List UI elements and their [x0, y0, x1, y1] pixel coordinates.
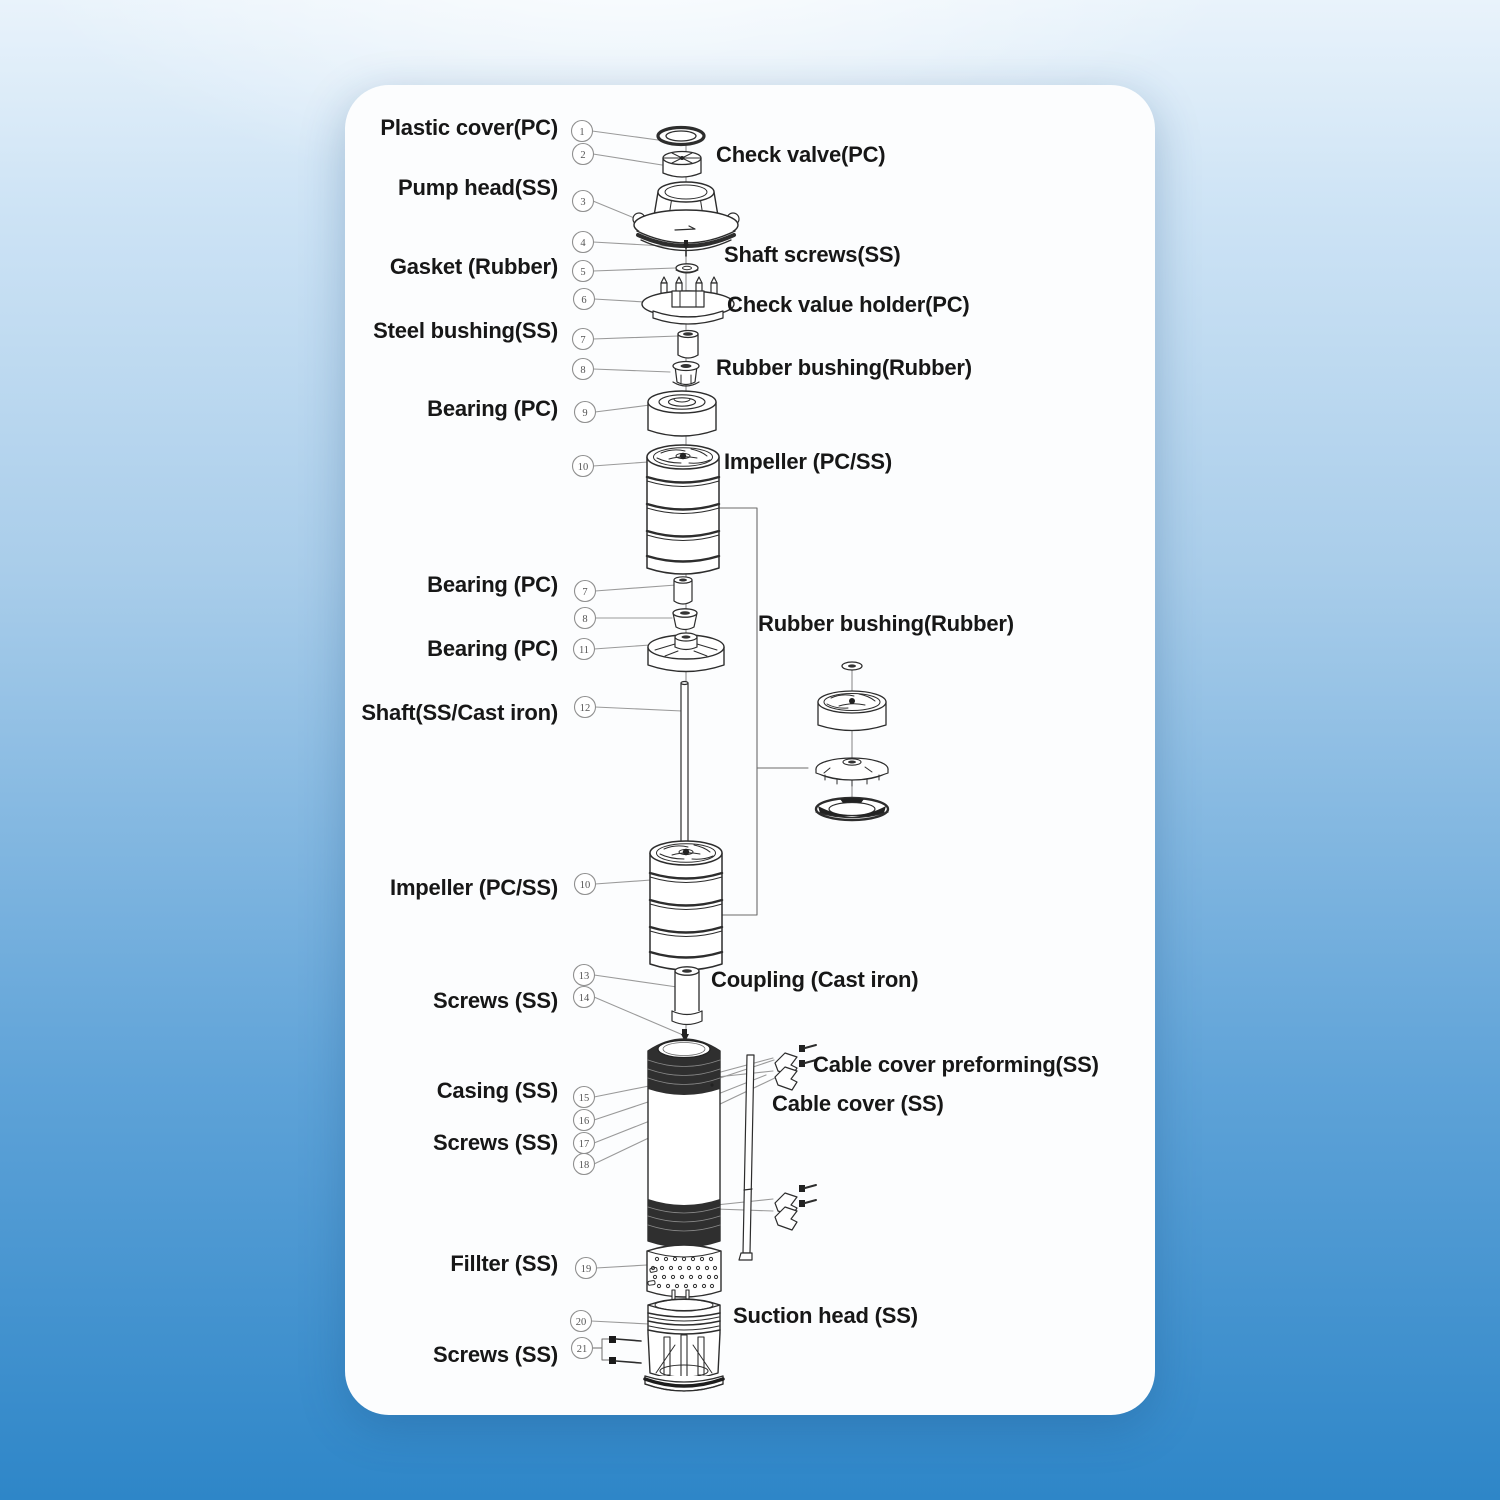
label-rubber-bushing-1: Rubber bushing(Rubber) [716, 355, 972, 380]
casing-drawing [648, 1039, 720, 1247]
svg-text:20: 20 [575, 1317, 587, 1328]
coupling-drawing [672, 967, 702, 1025]
svg-text:18: 18 [578, 1160, 590, 1171]
gasket-drawing [676, 264, 698, 273]
filter-drawing [647, 1245, 721, 1297]
svg-text:8: 8 [580, 365, 586, 376]
svg-text:11: 11 [578, 645, 590, 656]
callout-circle-9 [575, 402, 596, 423]
label-pump-head: Pump head(SS) [398, 175, 558, 200]
label-bearing-3: Bearing (PC) [427, 636, 558, 661]
check-valve-drawing [663, 152, 701, 178]
shaft-drawing [681, 682, 688, 850]
diagram-card [345, 85, 1155, 1415]
callout-circle-17 [574, 987, 595, 1008]
callout-circle-7 [573, 329, 594, 350]
label-impeller-right: Impeller (PC/SS) [724, 449, 892, 474]
label-cable-cover: Cable cover (SS) [772, 1091, 944, 1116]
suction-head-drawing [645, 1290, 723, 1391]
svg-text:10: 10 [579, 880, 591, 891]
label-suction-head: Suction head (SS) [733, 1303, 918, 1328]
cable-cover-bar-drawing [739, 1055, 754, 1260]
steel-bushing-drawing [678, 331, 698, 359]
label-rubber-bushing-2: Rubber bushing(Rubber) [758, 611, 1014, 636]
svg-text:21: 21 [576, 1344, 588, 1355]
label-cable-cover-preforming: Cable cover preforming(SS) [813, 1052, 1099, 1077]
svg-text:16: 16 [578, 1116, 590, 1127]
label-screws-1: Screws (SS) [433, 988, 558, 1013]
callout-circle-24 [572, 1338, 593, 1359]
svg-text:4: 4 [580, 238, 586, 249]
label-screws-3: Screws (SS) [433, 1342, 558, 1367]
callout-circle-3 [573, 191, 594, 212]
label-screws-2: Screws (SS) [433, 1130, 558, 1155]
callout-circle-6 [574, 289, 595, 310]
label-casing: Casing (SS) [436, 1078, 558, 1103]
svg-text:6: 6 [581, 295, 587, 306]
impeller-stack-1-drawing [647, 445, 719, 574]
svg-text:10: 10 [577, 462, 589, 473]
svg-text:5: 5 [580, 267, 586, 278]
plastic-cover-drawing [658, 128, 704, 145]
bracket-line [719, 508, 808, 915]
label-shaft-screws: Shaft screws(SS) [724, 242, 901, 267]
svg-text:12: 12 [579, 703, 591, 714]
callout-circle-5 [573, 261, 594, 282]
svg-text:9: 9 [582, 408, 588, 419]
label-bearing-1: Bearing (PC) [427, 396, 558, 421]
bearing-top-drawing [648, 391, 716, 436]
label-bearing-2: Bearing (PC) [427, 572, 558, 597]
callout-circle-20 [574, 1133, 595, 1154]
svg-text:8: 8 [582, 614, 588, 625]
label-filter: Fillter (SS) [450, 1251, 558, 1276]
check-valve-holder-drawing [642, 277, 734, 324]
callout-circle-13 [574, 639, 595, 660]
callout-circles [571, 121, 597, 1359]
impeller-stack-2-drawing [650, 841, 722, 970]
svg-text:3: 3 [580, 197, 586, 208]
suction-screws-drawing [592, 1336, 641, 1364]
bearing-wide-drawing [648, 633, 724, 672]
cable-clips-top-drawing [775, 1045, 816, 1090]
callout-circle-15 [575, 874, 596, 895]
label-coupling: Coupling (Cast iron) [711, 967, 919, 992]
callout-circle-14 [575, 697, 596, 718]
bearing-small-drawing [674, 577, 692, 604]
label-plastic-cover: Plastic cover(PC) [380, 115, 558, 140]
cable-clips-bottom-drawing [775, 1185, 816, 1230]
svg-text:2: 2 [580, 150, 586, 161]
rubber-bushing-drawing [673, 362, 699, 387]
callout-circle-11 [575, 581, 596, 602]
callout-circle-23 [571, 1311, 592, 1332]
callout-circle-12 [575, 608, 596, 629]
label-steel-bushing: Steel bushing(SS) [373, 318, 558, 343]
label-shaft: Shaft(SS/Cast iron) [361, 700, 558, 725]
callout-circle-16 [574, 965, 595, 986]
callout-circle-22 [576, 1258, 597, 1279]
svg-text:19: 19 [580, 1264, 592, 1275]
svg-text:14: 14 [578, 993, 590, 1004]
rubber-bushing-small-drawing [673, 609, 697, 630]
svg-text:7: 7 [580, 335, 586, 346]
svg-text:15: 15 [578, 1093, 590, 1104]
callout-circle-4 [573, 232, 594, 253]
label-check-valve: Check valve(PC) [716, 142, 886, 167]
svg-text:17: 17 [578, 1139, 590, 1150]
label-check-valve-holder: Check value holder(PC) [727, 292, 970, 317]
pump-exploded-drawing [345, 85, 1155, 1415]
callout-circle-1 [572, 121, 593, 142]
svg-text:7: 7 [582, 587, 588, 598]
callout-circle-18 [574, 1087, 595, 1108]
callout-circle-19 [574, 1110, 595, 1131]
svg-text:1: 1 [579, 127, 585, 138]
label-impeller-left: Impeller (PC/SS) [390, 875, 558, 900]
callout-circle-8 [573, 359, 594, 380]
callout-circle-21 [574, 1154, 595, 1175]
callout-circle-2 [573, 144, 594, 165]
svg-text:13: 13 [578, 971, 590, 982]
callout-circle-10 [573, 456, 594, 477]
label-gasket: Gasket (Rubber) [389, 254, 558, 279]
